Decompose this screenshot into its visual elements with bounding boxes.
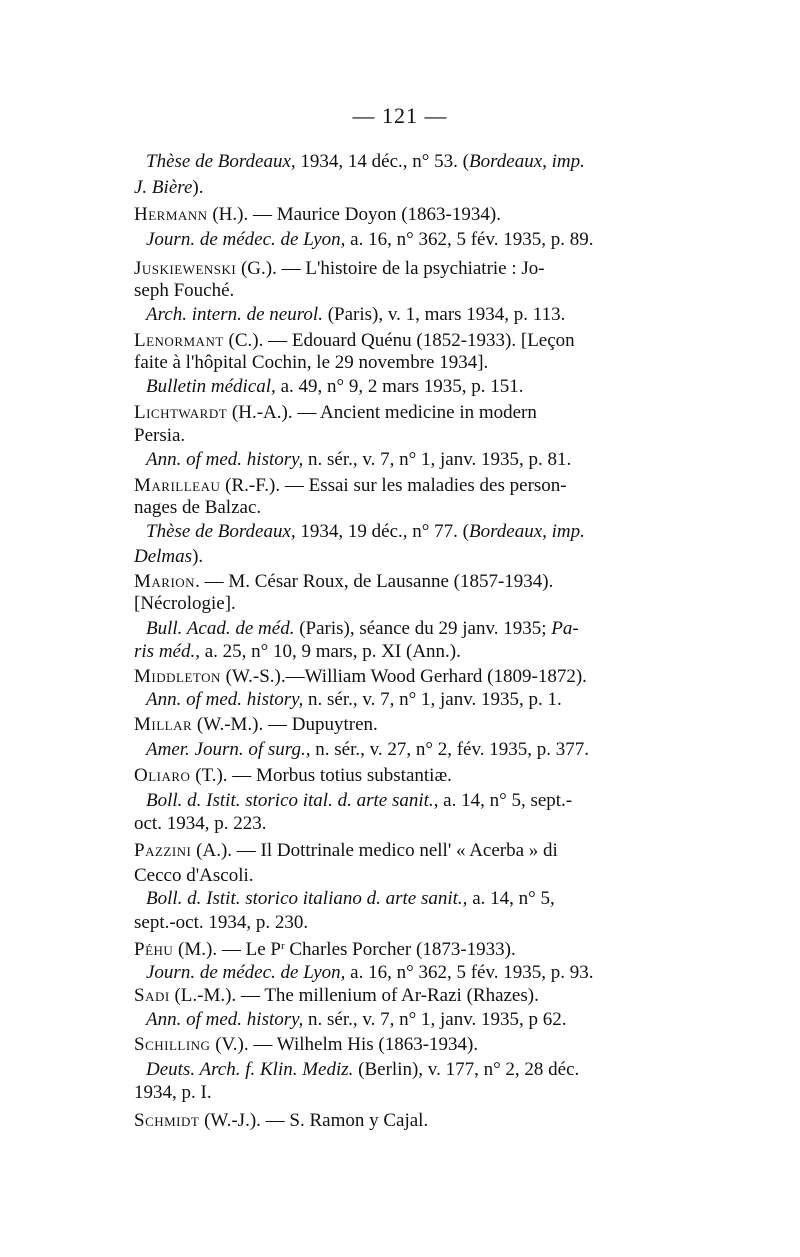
text-line	[146, 228, 674, 252]
journal-title: Pa-	[551, 618, 579, 639]
text-run: ).	[192, 546, 204, 567]
text-run: (M.). — Le P	[173, 939, 281, 960]
journal-title: Amer. Journ. of surg.,	[146, 739, 311, 760]
text-run: a. 16, n° 362, 5 fév. 1935, p. 93.	[345, 962, 594, 983]
text-line	[134, 911, 674, 935]
author-name: Marilleau	[134, 475, 221, 496]
text-run: 1934, p. I.	[134, 1082, 212, 1103]
text-line	[134, 424, 674, 448]
text-run: 1934, 19 déc., n° 77. (	[295, 521, 469, 542]
text-line	[134, 496, 674, 520]
author-name: Schmidt	[134, 1110, 200, 1131]
text-run: n. sér., v. 7, n° 1, janv. 1935, p. 1.	[303, 689, 562, 710]
text-run: (W.-S.).—William Wood Gerhard (1809-1872).	[220, 666, 587, 687]
text-run: a. 14, n° 5, sept.-	[438, 790, 573, 811]
text-run: Charles Porcher (1873-1933).	[284, 939, 516, 960]
journal-title: Bordeaux, imp.	[468, 521, 585, 542]
text-run: [Nécrologie].	[134, 593, 236, 614]
text-run: (Paris), séance du 29 janv. 1935;	[294, 618, 552, 639]
text-run: ).	[192, 177, 204, 198]
text-run: (A.). — Il Dottrinale medico nell' « Acerba » di	[191, 840, 558, 861]
text-run: a. 16, n° 362, 5 fév. 1935, p. 89.	[345, 229, 594, 250]
journal-title: Ann. of med. history,	[146, 449, 304, 470]
text-line	[134, 1033, 674, 1057]
text-run: Persia.	[134, 425, 186, 446]
journal-title: Bull. Acad. de méd.	[146, 618, 295, 639]
text-run: faite à l'hôpital Cochin, le 29 novembre 1934].	[134, 352, 489, 373]
journal-title: Ann. of med. history,	[146, 689, 304, 710]
text-run: a. 25, n° 10, 9 mars, p. XI (Ann.).	[199, 641, 461, 662]
text-run: n. sér., v. 27, n° 2, fév. 1935, p. 377.	[310, 739, 589, 760]
text-line	[134, 1081, 674, 1105]
author-name: Péhu	[134, 939, 174, 960]
text-line	[134, 764, 674, 788]
text-line	[146, 303, 674, 327]
page-number: — 121 —	[352, 103, 448, 128]
author-name: Schilling	[134, 1034, 211, 1055]
text-run: r	[280, 940, 285, 952]
author-name: Lenormant	[134, 330, 224, 351]
journal-title: Bulletin médical,	[146, 376, 276, 397]
text-line	[146, 375, 674, 399]
text-line	[134, 592, 674, 616]
author-name: Hermann	[134, 204, 208, 225]
journal-title: Thèse de Bordeaux,	[146, 521, 296, 542]
text-run: 1934, 14 déc., n° 53. (	[295, 151, 469, 172]
text-line	[134, 984, 674, 1008]
text-run: (Paris), v. 1, mars 1934, p. 113.	[322, 304, 566, 325]
text-run: oct. 1934, p. 223.	[134, 813, 267, 834]
text-run: (G.). — L'histoire de la psychiatrie : Jo-	[236, 258, 545, 279]
text-run: n. sér., v. 7, n° 1, janv. 1935, p 62.	[303, 1009, 567, 1030]
journal-title: Journ. de médec. de Lyon,	[146, 962, 346, 983]
text-run: n. sér., v. 7, n° 1, janv. 1935, p. 81.	[303, 449, 572, 470]
text-line	[146, 520, 674, 544]
text-run: (R.-F.). — Essai sur les maladies des person-	[220, 475, 567, 496]
journal-title: Ann. of med. history,	[146, 1009, 304, 1030]
text-run: (T.). — Morbus totius substantiæ.	[190, 765, 452, 786]
text-line	[146, 617, 674, 641]
text-line	[146, 150, 674, 174]
text-line	[134, 545, 674, 569]
text-run: a. 14, n° 5,	[467, 888, 555, 909]
text-line	[134, 351, 674, 375]
journal-title: Thèse de Bordeaux,	[146, 151, 296, 172]
author-name: Oliaro	[134, 765, 191, 786]
journal-title: Arch. intern. de neurol.	[146, 304, 323, 325]
text-run: nages de Balzac.	[134, 497, 262, 518]
journal-title: Deuts. Arch. f. Klin. Mediz.	[146, 1059, 354, 1080]
text-line	[134, 474, 674, 498]
text-line	[146, 688, 674, 712]
journal-title: Delmas	[134, 546, 193, 567]
text-line	[134, 1109, 674, 1133]
text-line	[146, 961, 674, 985]
text-line	[134, 176, 674, 200]
author-name: Millar	[134, 714, 193, 735]
text-line	[134, 257, 674, 281]
text-line	[134, 665, 674, 689]
journal-title: Journ. de médec. de Lyon,	[146, 229, 346, 250]
journal-title: Boll. d. Istit. storico ital. d. arte sanit.,	[146, 790, 439, 811]
text-line	[146, 789, 674, 813]
text-line	[134, 401, 674, 425]
text-line	[134, 938, 674, 962]
text-run: (H.). — Maurice Doyon (1863-1934).	[207, 204, 501, 225]
text-run: a. 49, n° 9, 2 mars 1935, p. 151.	[275, 376, 524, 397]
text-line	[134, 329, 674, 353]
text-run: (C.). — Edouard Quénu (1852-1933). [Leçon	[223, 330, 575, 351]
text-line	[134, 812, 674, 836]
author-name: Juskiewenski	[134, 258, 237, 279]
text-run: (W.-J.). — S. Ramon y Cajal.	[199, 1110, 429, 1131]
author-name: Pazzini	[134, 840, 192, 861]
text-run: . — M. César Roux, de Lausanne (1857-1934).	[195, 571, 554, 592]
text-run: (V.). — Wilhelm His (1863-1934).	[210, 1034, 479, 1055]
text-line	[134, 713, 674, 737]
journal-title: Boll. d. Istit. storico italiano d. arte sanit.,	[146, 888, 468, 909]
text-line	[146, 1008, 674, 1032]
text-line	[134, 864, 674, 888]
author-name: Lichtwardt	[134, 402, 228, 423]
author-name: Sadi	[134, 985, 170, 1006]
text-line	[134, 570, 674, 594]
text-line	[146, 738, 674, 762]
text-run: (H.-A.). — Ancient medicine in modern	[227, 402, 537, 423]
author-name: Middleton	[134, 666, 221, 687]
text-run: sept.-oct. 1934, p. 230.	[134, 912, 309, 933]
text-run: seph Fouché.	[134, 280, 235, 301]
text-line	[134, 203, 674, 227]
text-run: (L.-M.). — The millenium of Ar-Razi (Rhazes).	[169, 985, 539, 1006]
text-run: Cecco d'Ascoli.	[134, 865, 254, 886]
text-run: (W.-M.). — Dupuytren.	[192, 714, 378, 735]
journal-title: ris méd.,	[134, 641, 200, 662]
text-run: (Berlin), v. 177, n° 2, 28 déc.	[353, 1059, 580, 1080]
text-line	[134, 839, 674, 863]
text-line	[134, 640, 674, 664]
text-line	[134, 279, 674, 303]
text-line	[146, 448, 674, 472]
text-line	[146, 887, 674, 911]
journal-title: J. Bière	[134, 177, 193, 198]
author-name: Marion	[134, 571, 196, 592]
text-line	[146, 1058, 674, 1082]
journal-title: Bordeaux, imp.	[468, 151, 585, 172]
